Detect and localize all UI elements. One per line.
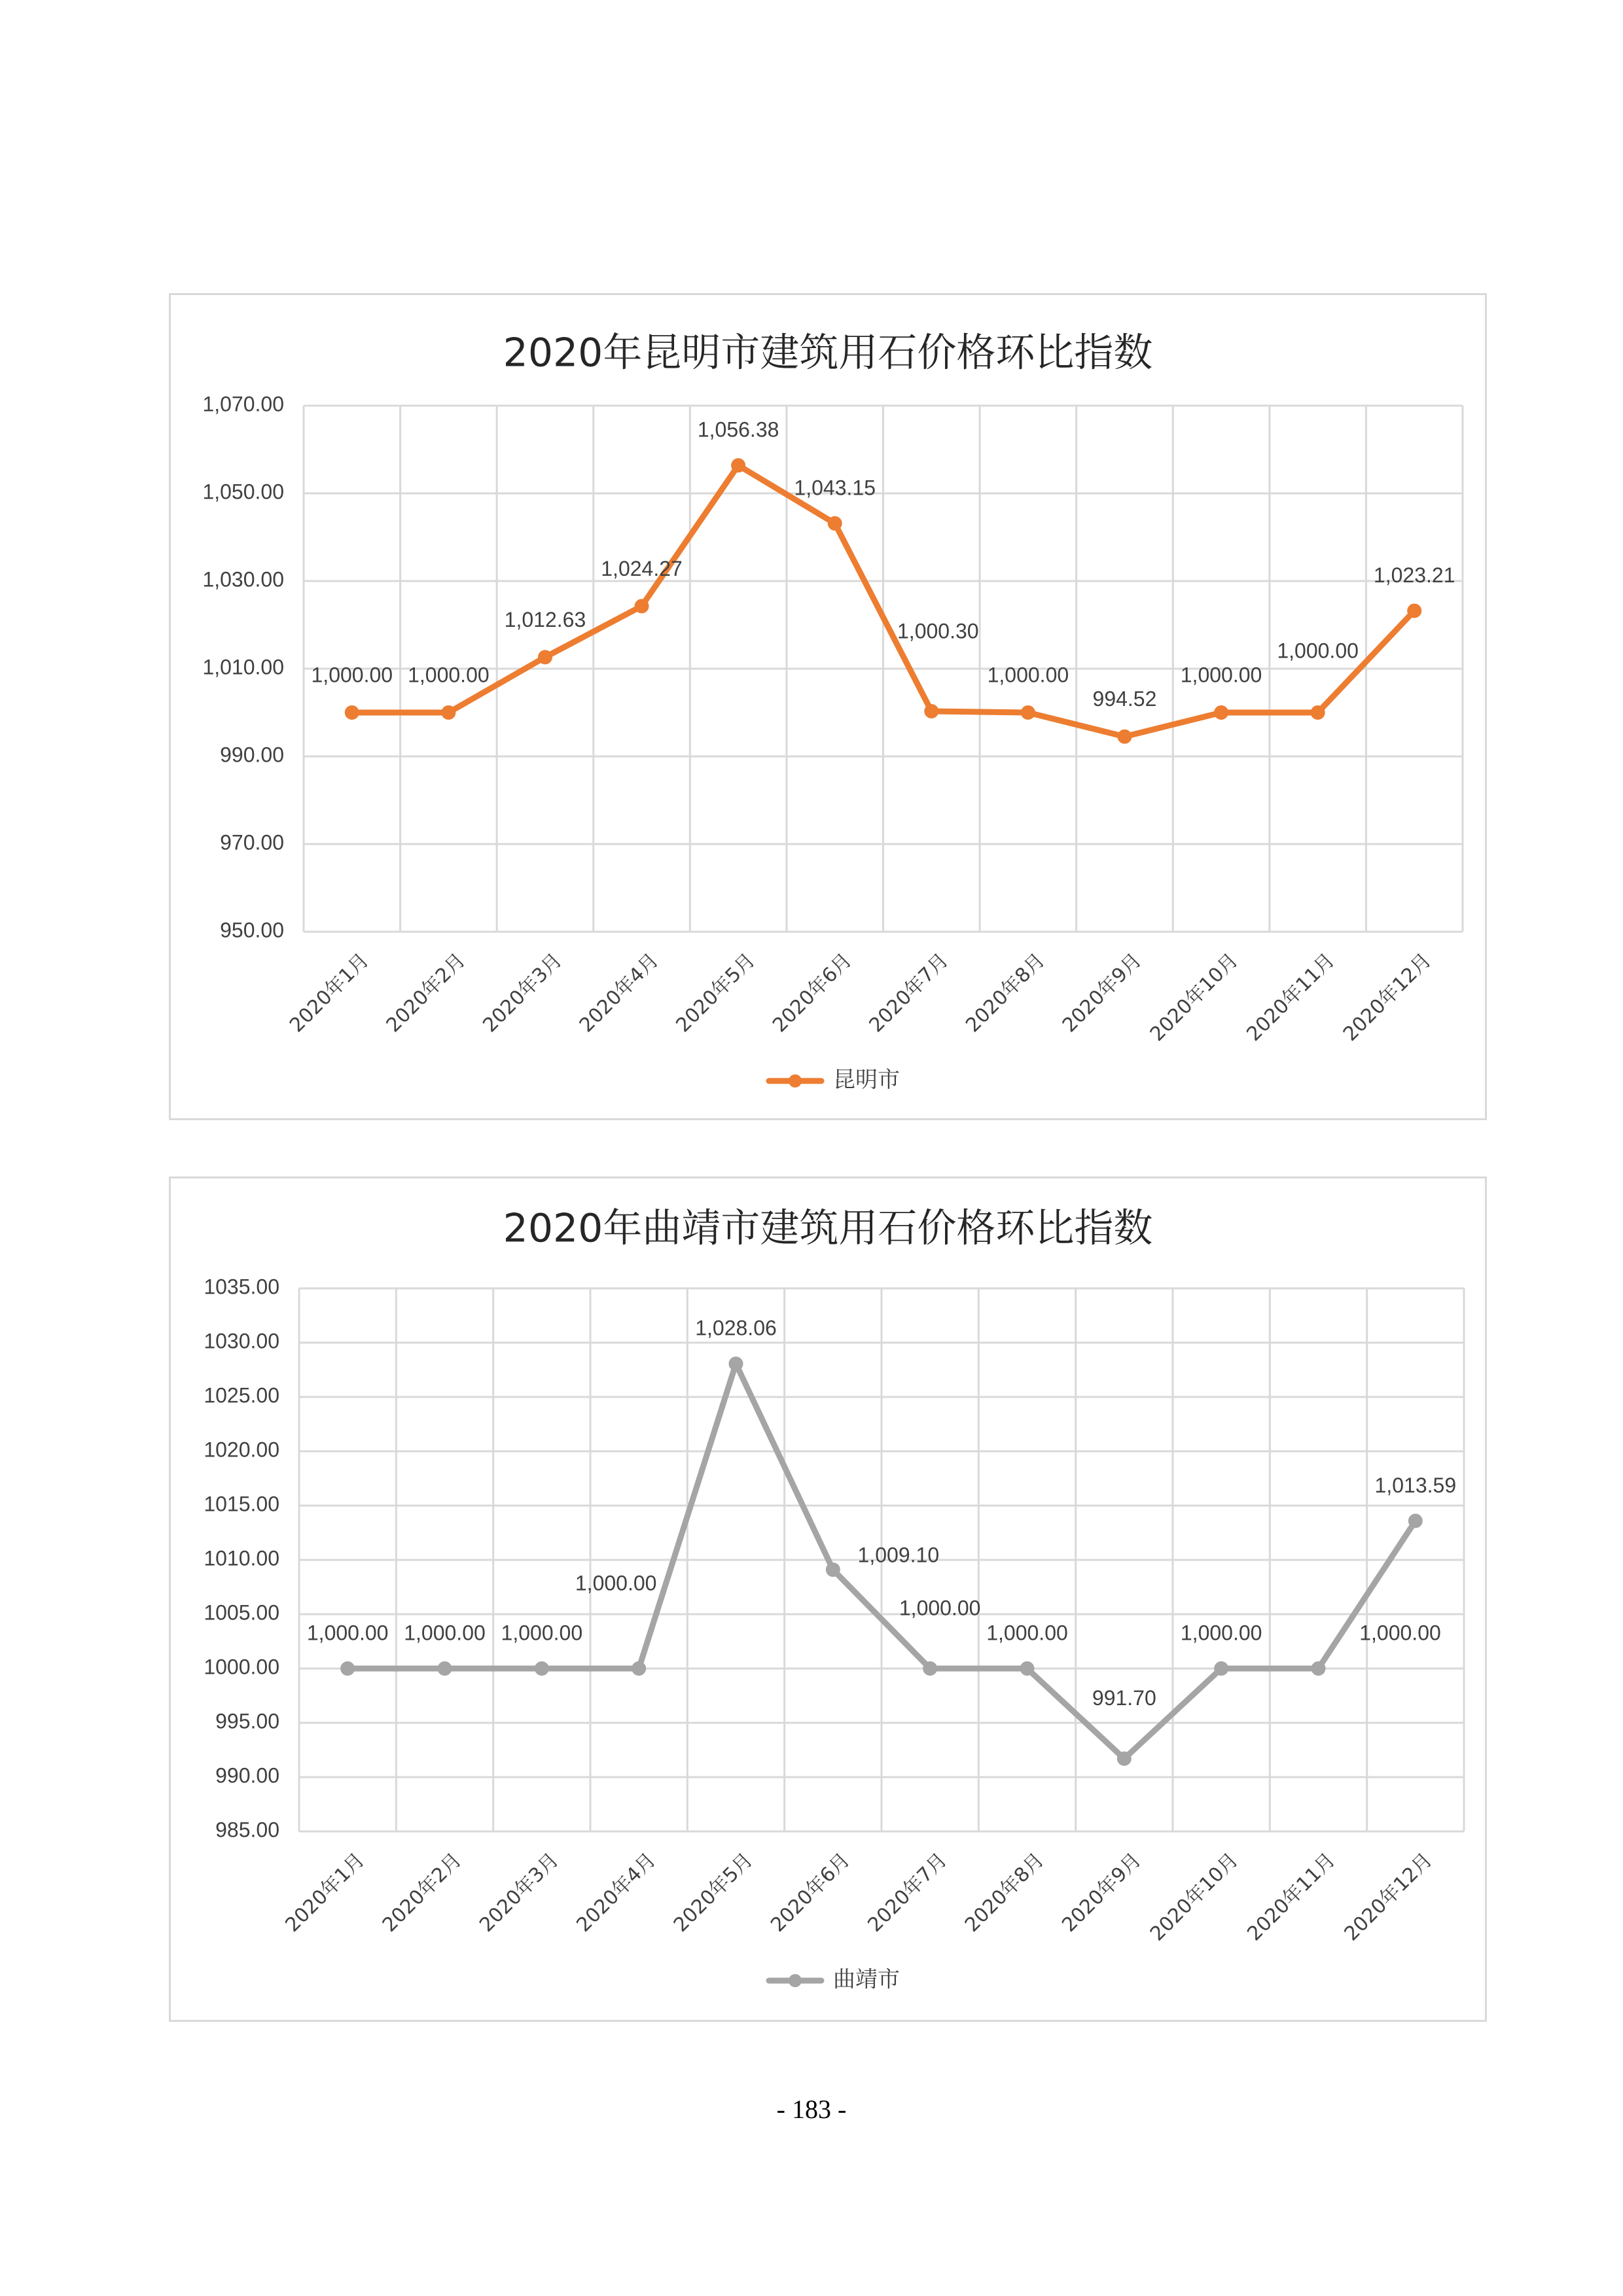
y-tick-label: 1000.00 [204,1655,279,1679]
x-tick-label: 2020年2月 [378,1848,467,1937]
data-label: 1,000.00 [501,1621,583,1645]
data-point [535,1662,548,1675]
x-tick-label: 2020年12月 [1340,1848,1437,1946]
data-label: 991.70 [1092,1686,1156,1710]
y-tick-label: 1,030.00 [202,567,284,592]
legend-label: 曲靖市 [833,1966,900,1993]
y-tick-label: 995.00 [215,1709,279,1733]
data-point [1408,604,1421,617]
data-point [442,706,455,719]
x-tick-label: 2020年3月 [475,1848,563,1937]
y-tick-label: 990.00 [215,1763,279,1788]
data-point [1215,1662,1228,1675]
data-label: 1,012.63 [504,607,586,631]
data-label: 1,000.00 [1180,1621,1262,1645]
y-tick-label: 970.00 [220,830,284,855]
data-label: 1,000.00 [986,1621,1068,1645]
legend-label: 昆明市 [833,1067,900,1093]
y-tick-label: 990.00 [220,743,284,767]
data-point [730,1357,743,1370]
y-tick-label: 1,010.00 [202,655,284,679]
x-tick-label: 2020年1月 [281,1848,370,1937]
x-tick-label: 2020年12月 [1338,949,1436,1046]
legend-marker [789,1974,802,1987]
y-tick-label: 1025.00 [204,1383,279,1407]
data-label: 994.52 [1092,687,1157,711]
data-label: 1,000.00 [306,1621,389,1645]
data-point [539,650,552,663]
data-point [632,1662,645,1675]
legend-marker [789,1074,802,1087]
y-tick-label: 1,070.00 [202,392,284,416]
data-label: 1,000.00 [404,1621,486,1645]
x-tick-label: 2020年4月 [575,949,664,1037]
data-point [925,705,938,718]
data-label: 1,000.00 [1277,639,1359,663]
data-label: 1,000.00 [1359,1621,1441,1645]
data-label: 1,028.06 [695,1316,777,1340]
x-tick-label: 2020年8月 [960,1848,1049,1937]
data-label: 1,000.00 [311,663,393,687]
data-label: 1,000.00 [987,663,1069,687]
data-label: 1,000.00 [899,1596,981,1620]
x-tick-label: 2020年1月 [285,949,374,1037]
data-label: 1,043.15 [794,476,876,500]
data-label: 1,000.30 [897,619,979,643]
x-tick-label: 2020年10月 [1145,949,1243,1046]
y-tick-label: 1015.00 [204,1492,279,1516]
x-tick-label: 2020年3月 [478,949,567,1037]
x-tick-label: 2020年11月 [1242,949,1340,1046]
y-tick-label: 1035.00 [204,1275,279,1299]
data-point [923,1662,936,1675]
chart-qujing [169,1176,1487,2022]
data-point [1215,706,1228,719]
x-tick-label: 2020年4月 [572,1848,661,1937]
data-label: 1,056.38 [697,417,779,442]
x-tick-label: 2020年8月 [961,949,1050,1037]
chart-title: 2020年曲靖市建筑用石价格环比指数 [503,1205,1153,1252]
x-tick-label: 2020年10月 [1145,1848,1243,1946]
data-point [1311,706,1325,719]
chart-kunming-svg [171,295,1485,1118]
data-point [635,599,649,612]
data-label: 1,009.10 [857,1543,940,1567]
x-tick-label: 2020年11月 [1243,1848,1340,1946]
data-label: 1,000.00 [575,1571,657,1595]
data-point [346,706,359,719]
page-number: - 183 - [776,2094,847,2124]
data-point [1021,1662,1034,1675]
data-point [827,1563,840,1576]
data-point [1118,730,1131,743]
data-point [1409,1514,1422,1527]
data-point [1022,706,1035,719]
data-label: 1,024.27 [601,556,683,580]
chart-kunming [169,293,1487,1120]
chart-title: 2020年昆明市建筑用石价格环比指数 [503,330,1153,376]
x-tick-label: 2020年2月 [382,949,471,1037]
data-point [341,1662,354,1675]
data-point [732,459,745,472]
data-point [829,517,842,530]
y-tick-label: 1020.00 [204,1438,279,1462]
x-tick-label: 2020年9月 [1058,949,1147,1037]
x-tick-label: 2020年6月 [766,1848,855,1937]
data-point [1312,1662,1325,1675]
data-label: 1,000.00 [408,663,490,687]
data-point [1118,1752,1131,1765]
x-tick-label: 2020年7月 [865,949,954,1037]
chart-qujing-svg [171,1178,1485,2020]
y-tick-label: 985.00 [215,1818,279,1842]
x-tick-label: 2020年9月 [1058,1848,1146,1937]
x-tick-label: 2020年7月 [863,1848,952,1937]
x-tick-label: 2020年6月 [768,949,857,1037]
y-tick-label: 1,050.00 [202,480,284,504]
data-label: 1,000.00 [1180,663,1262,687]
data-label: 1,023.21 [1373,563,1455,587]
data-point [438,1662,452,1675]
x-tick-label: 2020年5月 [671,949,760,1037]
x-tick-label: 2020年5月 [669,1848,758,1937]
y-tick-label: 1010.00 [204,1546,279,1570]
y-tick-label: 1005.00 [204,1600,279,1625]
y-tick-label: 950.00 [220,918,284,942]
y-tick-label: 1030.00 [204,1329,279,1353]
data-label: 1,013.59 [1374,1473,1457,1497]
